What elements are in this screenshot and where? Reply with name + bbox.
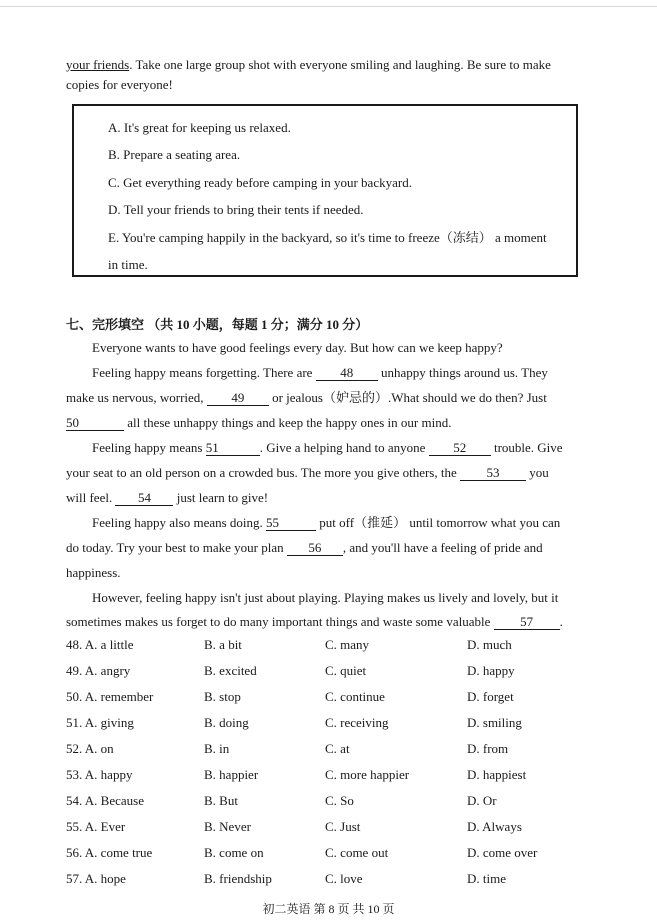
choice-52-c: C. at (325, 741, 350, 756)
choice-51-a: 51. A. giving (66, 715, 134, 730)
choice-50-c: C. continue (325, 689, 385, 704)
choice-51-d: D. smiling (467, 715, 522, 730)
intro-line-1-rest: . Take one large group shot with everyone smiling and laughing. Be sure to make (129, 57, 551, 72)
option-e-continued: in time. (108, 257, 148, 272)
choice-57-a: 57. A. hope (66, 871, 126, 886)
choice-57-d: D. time (467, 871, 506, 886)
choice-54-d: D. Or (467, 793, 497, 808)
choice-49-d: D. happy (467, 663, 515, 678)
choice-49-c: C. quiet (325, 663, 367, 678)
blank-54: 54 (115, 490, 173, 506)
choice-53-a: 53. A. happy (66, 767, 133, 782)
choice-55-b: B. Never (204, 819, 251, 834)
blank-57: 57 (494, 614, 560, 630)
choice-50-d: D. forget (467, 689, 514, 704)
choice-56-d: D. come over (467, 845, 538, 860)
choice-48-d: D. much (467, 637, 512, 652)
top-border-line (0, 6, 657, 7)
choice-55-c: C. Just (325, 819, 361, 834)
paragraph-4-line-3: happiness. (66, 565, 121, 580)
blank-56: 56 (287, 540, 343, 556)
paragraph-2-line-1: Feeling happy means forgetting. There are 48 unhappy things around us. They (92, 365, 548, 380)
paragraph-5-line-2: sometimes makes us forget to do many important things and waste some valuable 57 . (66, 614, 563, 629)
paragraph-1: Everyone wants to have good feelings every day. But how can we keep happy? (92, 340, 503, 355)
section-heading: 七、完形填空 （共 10 小题，每题 1 分；满分 10 分） (66, 317, 369, 332)
options-box (72, 104, 578, 277)
choice-50-b: B. stop (204, 689, 241, 704)
choice-54-a: 54. A. Because (66, 793, 144, 808)
choice-56-c: C. come out (325, 845, 389, 860)
intro-line-2: copies for everyone! (66, 77, 173, 92)
paragraph-3-line-2: your seat to an old person on a crowded bus. The more you give others, the 53 you (66, 465, 549, 480)
paragraph-4-line-2: do today. Try your best to make your plan 56 , and you'll have a feeling of pride and (66, 540, 543, 555)
blank-52: 52 (429, 440, 491, 456)
intro-line-1 (66, 56, 551, 74)
option-b: B. Prepare a seating area. (108, 147, 241, 162)
choice-48-a: 48. A. a little (66, 637, 134, 652)
paragraph-2-line-3: 50 all these unhappy things and keep the happy ones in our mind. (66, 415, 452, 430)
blank-53: 53 (460, 465, 526, 481)
paragraph-5-line-1: However, feeling happy isn't just about playing. Playing makes us lively and lovely, but it (92, 590, 559, 605)
choice-57-c: C. love (325, 871, 363, 886)
intro-underlined-phrase: your friends (66, 57, 130, 72)
choice-49-b: B. excited (204, 663, 257, 678)
paragraph-3-line-3: will feel. 54 just learn to give! (66, 490, 269, 505)
choice-55-d: D. Always (467, 819, 522, 834)
choice-52-d: D. from (467, 741, 509, 756)
blank-55: 55 (266, 515, 316, 531)
paragraph-3-line-1: Feeling happy means 51 . Give a helping hand to anyone 52 trouble. Give (92, 440, 563, 455)
blank-51: 51 (206, 440, 260, 456)
choice-49-a: 49. A. angry (66, 663, 131, 678)
choice-53-c: C. more happier (325, 767, 410, 782)
choice-48-b: B. a bit (204, 637, 242, 652)
choice-51-b: B. doing (204, 715, 249, 730)
blank-49: 49 (207, 390, 269, 406)
choice-54-c: C. So (325, 793, 354, 808)
choice-57-b: B. friendship (204, 871, 272, 886)
choice-55-a: 55. A. Ever (66, 819, 126, 834)
choice-56-a: 56. A. come true (66, 845, 153, 860)
option-a: A. It's great for keeping us relaxed. (108, 120, 291, 135)
choice-53-d: D. happiest (467, 767, 527, 782)
option-d: D. Tell your friends to bring their tents if needed. (108, 202, 364, 217)
paragraph-2-line-2: make us nervous, worried, 49 or jealous（妒忌的）.What should we do then? Just (66, 390, 547, 405)
choice-56-b: B. come on (204, 845, 264, 860)
page-footer: 初二英语 第 8 页 共 10 页 (262, 902, 395, 916)
paragraph-4-line-1: Feeling happy also means doing. 55 put off（推延） until tomorrow what you can (92, 515, 561, 530)
choice-53-b: B. happier (204, 767, 259, 782)
choice-50-a: 50. A. remember (66, 689, 154, 704)
choice-52-b: B. in (204, 741, 230, 756)
choice-51-c: C. receiving (325, 715, 389, 730)
option-c: C. Get everything ready before camping in your backyard. (108, 175, 412, 190)
blank-48: 48 (316, 365, 378, 381)
blank-50: 50 (66, 415, 124, 431)
choice-48-c: C. many (325, 637, 370, 652)
choice-52-a: 52. A. on (66, 741, 114, 756)
option-e: E. You're camping happily in the backyard, so it's time to freeze（冻结） a moment (108, 230, 547, 245)
choice-54-b: B. But (204, 793, 238, 808)
